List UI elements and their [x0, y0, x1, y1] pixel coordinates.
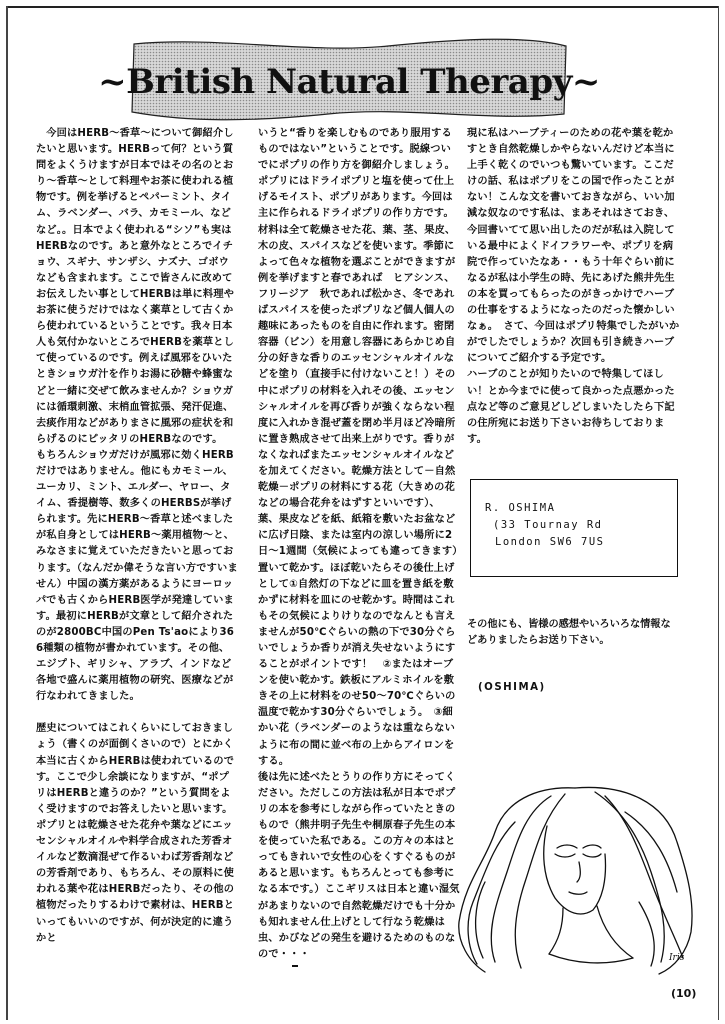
page-number: (10) — [671, 987, 697, 1000]
column1-paragraph-2: 歴史についてはこれくらいにしておきましょう（書くのが面倒くさいので）とにかく本当に古くからHERBは使われているのです。ここで少し余談になりますが、“ポプリはHERBと違うのか？”という質問をよく受けますのでお答えしたいと思います。ポプリとは乾燥させた花弁や葉などにエッセンシャルオイルや料学合成された芳香オイルなど数滴混ぜて作るいわば芳香剤などの芳香剤であり、もちろん、その原料に使われる葉や花はHERBだったり、その他の植物だったりするわけで素材は、HERBといってもいいのですが、何が決定的に違うかと — [36, 723, 235, 944]
article-column-1 — [36, 126, 238, 947]
address-box — [470, 479, 678, 577]
column1-paragraph-1: 今回はHERB～香草～について御紹介したいと思います。HERBって何？という質問をよくうけますが日本ではその名のとおり～香草～として料理やお茶に使われる植物です。例を挙げるとペパーミント、タイム、ラベンダー、バラ、カモミール、などなど。。日本でよく使われる“シソ”も実はHERBなのです。あと意外なところでイチョウ、スギナ、サンザシ、ナズナ、ゴボウなども含まれます。ここで皆さんに改めてお伝えしたい事としてHERBは単に料理やお茶に使うだけではなく薬草として古くから使われているということです。我々日本人も気付かないところでHERBを薬草として使っているのです。例えば風邪をひいたときショウガ汁を作りお湯に砂糖や蜂蜜などと一緒に交ぜて飲みませんか？ショウガには循環刺激、末梢血管拡張、発汗促進、去痰作用などがありまさに風邪の症状を和らげるのにピッタリのHERBなのです。 もちろんショウガだけが風邪に効くHERBだけではありません。他にもカモミール、ユーカリ、ミント、エルダー、ヤロー、タイム、香提樹等、数多くのHERBSが挙げられます。先にHERB～香草と述べましたが私自身としてはHERB～薬用植物～と、みなさまに覚えていただきたいと思っております。（なんだか偉そうな言い方ですいません）中国の漢方薬があるようにヨーロッパでも古くからHERB医学が発達しています。最初にHERBが文章として紹介されたのが2800BC中国のPen Ts'aoにより366種類の植物が書かれています。その他、エジプト、ギリシャ、アラブ、インドなど各地で盛んに薬用植物の研究、医療などが行なわれてきました。 — [36, 128, 238, 703]
address-name: R. OSHIMA — [485, 502, 556, 514]
page-border-left — [6, 6, 8, 1020]
woman-illustration — [455, 782, 701, 978]
page-border-right — [718, 6, 720, 1020]
banner-title: ~British Natural Therapy~ — [98, 62, 600, 102]
column2-paragraph-2: 後は先に述べたとうりの作り方にそってください。ただしこの方法は私が日本でポプリの本を参考にしながら作っていたときのもので（熊井明子先生や桐原春子先生の本を使っていた私である。この方々の本はとってもきれいで女性の心をくすぐるものがあると思います。もちろんとっても参考になる本です。）ここギリスは日本と違い湿気があまりないので自然乾燥だけでも十分かも知れません仕上げとして行なう乾燥は虫、かびなどの発生を避けるためのものなので・・・ — [258, 771, 460, 960]
article-column-3 — [467, 126, 680, 448]
author-signature: (OSHIMA) — [478, 682, 546, 693]
article-column-2 — [258, 126, 466, 963]
closing-text: その他にも、皆様の感想やいろいろな情報などありましたらお送り下さい。 — [467, 619, 671, 647]
column2-paragraph-1: いうと“香りを楽しむものであり服用するものではない”ということです。脱線ついでにポプリの作り方を御紹介しましょう。ポプリにはドライポプリと塩を使って仕上げるモイスト、ポプリがあります。今回は主に作られるドライポプリの作り方です。材料は全て乾燥させた花、葉、茎、果皮、木の皮、スパイスなどを使います。季節によって色々な植物を選ぶことができますが 例を挙げますと春であれば ヒアシンス、フリージア 秋であれば松かさ、冬であればスパイスを使ったポプリなど個人個人の趣味にあったものを自由に作れます。密閉容器（ビン）を用意し容器にあらかじめ自分の好きな香りのエッセンシャルオイルなどを塗り（直接手に付けないこと！）その中にポプリの材料を入れその後、エッセンシャルオイルを再び香りが強くならない程度に入れかき混ぜ蓋を閉め半月ほど冷暗所に置き熟成させて出来上がりです。香りがなくなればまたエッセンシャルオイルなどを加えてください。乾燥方法として－自然乾燥－ポプリの材料にする花（大きめの花などの場合花弁をはずすといいです）、葉、果皮などを紙、紙箱を敷いたお盆などに広げ日陰、または室内の涼しい場所に2日～1週間（気候によっても違ってきます）置いて乾かす。ほぼ乾いたらその後仕上げとして①自然灯の下などに皿を置き紙を敷かずに材料を皿にのせ乾かす。時間はこれもその気候によりけりなのでなんとも言えませんが50℃ぐらいの熱の下で30分ぐらいでしょうか香りが消え失せないようにすることがポイントです！ ②またはオーブンを使い乾かす。鉄板にアルミホイルを敷きその上に材料をのせ50～70℃ぐらいの温度で乾かす30分ぐらいでしょう。 ③細かい花（ラベンダーのようなは重ならないように布の間に並べ布の上からアイロンをする。 — [258, 128, 466, 767]
column-end-mark — [292, 965, 298, 967]
illustration-signature: Iris — [669, 953, 685, 963]
title-banner — [98, 36, 600, 122]
paragraph-gap — [36, 705, 238, 721]
address-city: London SW6 7US — [495, 536, 605, 548]
column3-paragraph-2: ハーブのことが知りたいので特集してほしい！とか今までに使って良かった点悪かった点など等のご意見どしどしまいたしたら下記の住所宛にお送り下さいお待ちしております。 — [467, 369, 675, 445]
page-border-top — [6, 6, 719, 8]
column3-paragraph-1: 現に私はハーブティーのための花や葉を乾かすとき自然乾燥しかやらないんだけど本当に上手く乾くのでいつも驚いています。ここだけの話、私はポプリをこの国で作ったことがない！こんな文を書いておきながら、いい加減な奴なのです私は、まあそれはさておき、今回書いてて思い出したのだが私は入院している最中によくドイフラワーや、ポプリを病院で作っていたなあ・・もう十年ぐらい前になるが私は小学生の時、先にあげた熊井先生の本を買ってもらったのがきっかけでハーブの仕事をするようになったのだった懐かしいなぁ。 さて、今回はポプリ特集でしたがいかがでしたでしょうか？次回も引き続きハーブについてご紹介する予定です。 — [467, 128, 680, 365]
address-street: (33 Tournay Rd — [493, 519, 603, 531]
